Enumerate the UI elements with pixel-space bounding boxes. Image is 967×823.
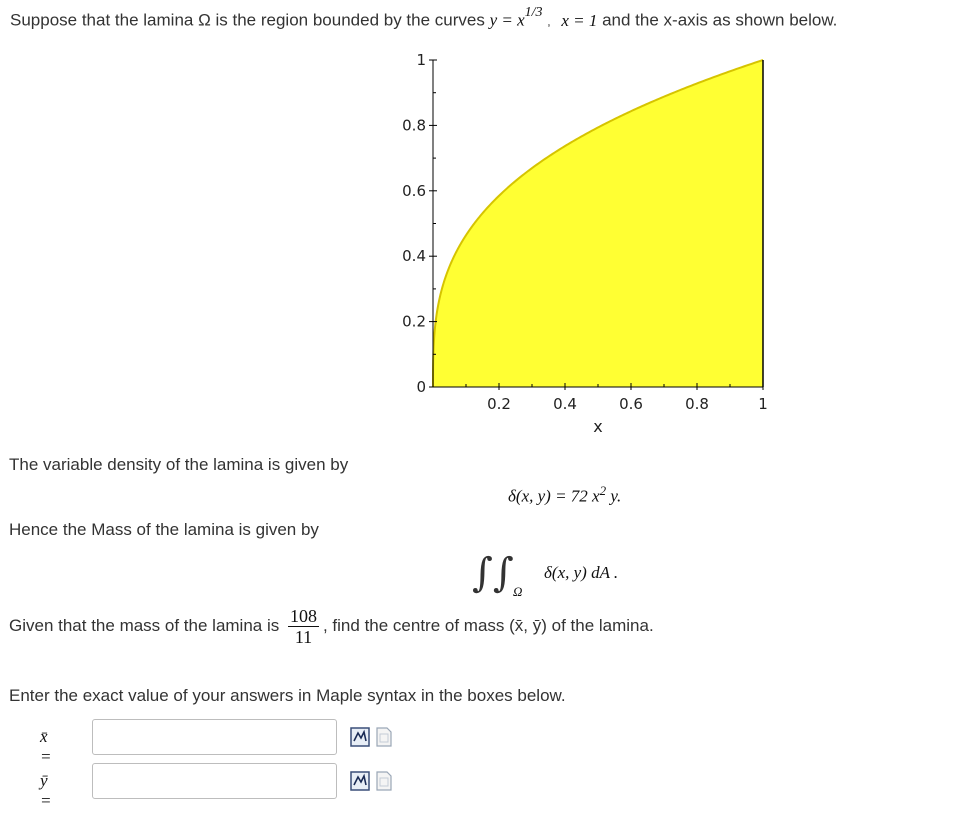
- ybar-input[interactable]: [92, 763, 337, 799]
- y-tick-label: 0: [416, 378, 426, 396]
- integral-region: Ω: [513, 584, 523, 599]
- instructions: Enter the exact value of your answers in Maple syntax in the boxes below.: [9, 686, 566, 705]
- given-prefix: Given that the mass of the lamina is: [9, 615, 280, 635]
- given-mass-text: [9, 606, 654, 650]
- y-tick-label: 0.8: [402, 116, 426, 135]
- density-rhs: y.: [606, 486, 622, 506]
- y-tick-label: 0.2: [402, 312, 426, 331]
- x-axis-label: x: [593, 417, 603, 436]
- density-exponent: 2: [599, 483, 607, 498]
- y-tick-label: 0.6: [402, 181, 426, 200]
- ybar-label: ȳ =: [40, 771, 52, 810]
- density-formula: [508, 483, 621, 507]
- x-tick-label: 0.8: [685, 395, 709, 413]
- mass-numerator: 108: [289, 606, 317, 626]
- preview-icon[interactable]: [350, 771, 370, 791]
- x-tick-label: 1: [758, 395, 768, 413]
- maple-help-icon[interactable]: [374, 727, 394, 747]
- density-label: The variable density of the lamina is given by: [9, 455, 349, 474]
- lamina-region: [433, 60, 763, 387]
- y-ticks: [402, 51, 437, 396]
- curve-separator: ,: [547, 14, 551, 29]
- xbar-input[interactable]: [92, 719, 337, 755]
- density-lhs: δ(x, y) = 72 x: [508, 486, 600, 506]
- xbar-label: x̄ =: [40, 727, 52, 766]
- mass-fraction: [288, 606, 319, 647]
- question-text: [10, 5, 838, 31]
- maple-help-icon[interactable]: [374, 771, 394, 791]
- x-tick-label: 0.4: [553, 395, 577, 413]
- y-tick-label: 0.4: [402, 247, 426, 266]
- given-suffix: , find the centre of mass (x̄, ȳ) of the lamina.: [322, 615, 654, 635]
- question-outro: and the x-axis as shown below.: [597, 10, 838, 30]
- y-tick-label: 1: [416, 51, 426, 69]
- x-tick-label: 0.2: [487, 395, 511, 413]
- integrand: δ(x, y) dA .: [544, 563, 619, 582]
- double-integral-symbol: ∫∫: [472, 550, 514, 596]
- question-intro: Suppose that the lamina Ω is the region bounded by the curves: [10, 10, 490, 30]
- mass-denominator: 11: [294, 627, 313, 647]
- x-tick-label: 0.6: [619, 395, 643, 413]
- curve1-exponent: 1/3: [524, 5, 543, 20]
- curve2-formula: x = 1: [561, 10, 598, 30]
- preview-icon[interactable]: [350, 727, 370, 747]
- region-plot: [390, 46, 780, 436]
- curve1-formula: y = x: [489, 10, 525, 30]
- mass-label: Hence the Mass of the lamina is given by: [9, 520, 319, 539]
